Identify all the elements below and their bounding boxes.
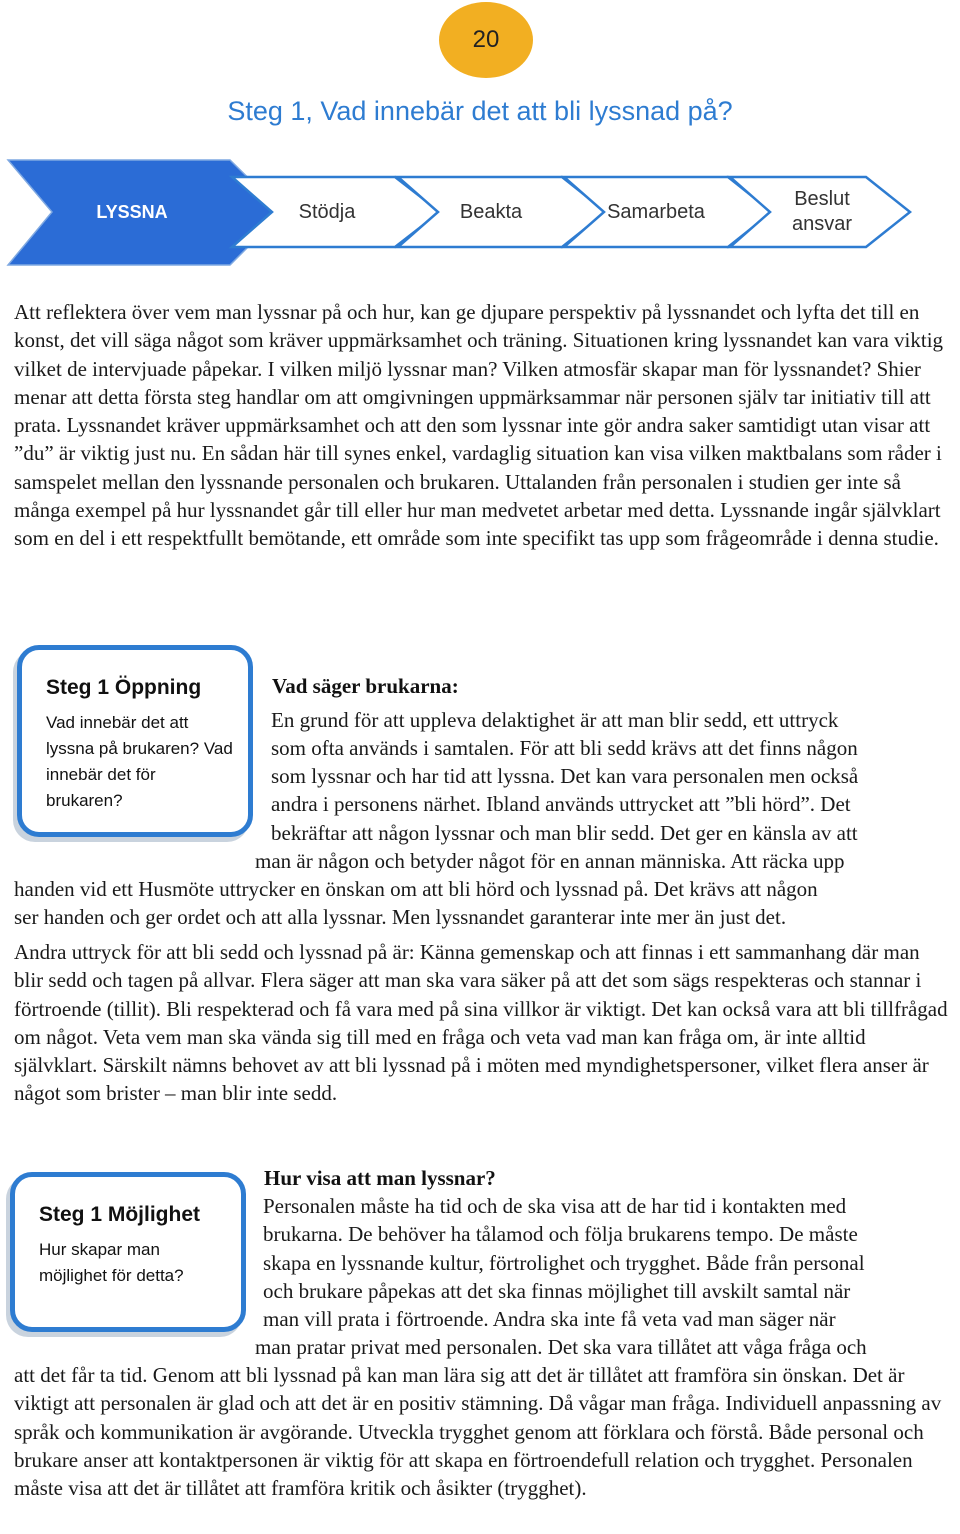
text-line: skapa en lyssnande kultur, förtrolighet och trygghet. Både från personal (263, 1251, 865, 1275)
text-line: bekräftar att någon lyssnar och man blir sedd. Det ger en känsla av att (271, 821, 858, 845)
paragraph-hur-visa-continued: att det får ta tid. Genom att bli lyssnad på kan man lära sig att det är tillåtet att framföra sin önskan. Det är viktigt att personalen är glad och att det är en positiv stämning. Då vågar man fråga. Individuell anpassning av språk och kommunikation är avgörande. Utveckla trygghet genom att förklara och förstå. Både personal och brukare anser att kontaktpersonen är viktig för att skapa en förtroendefull relation och trygghet. Personalen måste visa att det är tillåtet att framföra kritik och åsikter (trygghet). (14, 1363, 942, 1501)
callout-text: Hur skapar man möjlighet för detta? (39, 1240, 184, 1285)
step-label-lyssna: LYSSNA (96, 202, 168, 222)
page-number: 20 (472, 26, 500, 53)
text-line: handen vid ett Husmöte uttrycker en önskan om att bli hörd och lyssnad på. Det krävs att någon (14, 877, 818, 901)
callout-title: Steg 1 Öppning (46, 676, 202, 699)
callout-text: Vad innebär det att lyssna på brukaren? Vad innebär det för brukaren? (46, 713, 233, 810)
step-label-stodja: Stödja (298, 201, 356, 223)
text-line: man vill prata i förtroende. Andra ska inte få veta vad man säger när (263, 1307, 836, 1331)
text-line: Personalen måste ha tid och de ska visa att de har tid i kontakten med (263, 1194, 847, 1218)
text-line: och brukare påpekas att det ska finnas möjlighet till avskilt samtal när (263, 1279, 851, 1303)
text-line: man pratar privat med personalen. Det ska vara tillåtet att våga fråga och (255, 1335, 867, 1359)
callout-steg1-mojlighet (10, 1172, 246, 1332)
text-line: andra i personens närhet. Ibland används uttrycket att ”bli hörd”. Det (271, 792, 851, 816)
text-line: ser handen och ger ordet och att alla lyssnar. Men lyssnandet garanterar inte mer än just det. (14, 905, 787, 929)
text-line: brukarna. De behöver ha tålamod och följa brukarens tempo. De måste (263, 1222, 858, 1246)
step-label-samarbeta: Samarbeta (607, 201, 705, 223)
page-number-badge (439, 2, 533, 78)
text-line: En grund för att uppleva delaktighet är att man blir sedd, ett uttryck (271, 708, 839, 732)
step-label-beakta: Beakta (459, 201, 523, 223)
page-title: Steg 1, Vad innebär det att bli lyssnad på? (227, 96, 733, 126)
callout-steg1-oppning (17, 645, 253, 837)
callout-title: Steg 1 Möjlighet (39, 1203, 201, 1226)
step-label-beslut-ansvar: Beslut ansvar (791, 188, 853, 235)
intro-paragraph: Att reflektera över vem man lyssnar på och hur, kan ge djupare perspektiv på lyssnandet och lyfta det till en konst, det vill säga något som kräver uppmärksamhet och träning. Situationen kring lyssnandet kan vara viktig vilket de intervjuade påpekar. I vilken miljö lyssnar man? Vilken atmosfär skapar man för lyssnandet? Shier menar att detta första steg handlar om att omgivningen uppmärksammar när personen själv tar initiativ till att prata. Lyssnandet kräver uppmärksamhet och att den som lyssnar inte gör andra saker samtidigt utan visar att ”du” är viktig just nu. En sådan här till synes enkel, vardaglig situation kan visa vilken maktbalans som råder i samspelet mellan den lyssnande personalen och brukaren. Uttalanden från personalen i studien ger inte så många exempel på hur lyssnandet går till eller hur man medvetet arbetar med detta. Lyssnande ingår självklart som en del i ett respektfullt bemötande, ett område som inte specifikt tas upp som frågeområde i denna studie. (14, 300, 944, 551)
process-chevron-bar (0, 155, 960, 275)
text-line: som ofta används i samtalen. För att bli sedd krävs att det finns någon (271, 736, 858, 760)
section-heading: Hur visa att man lyssnar? (264, 1166, 496, 1190)
text-line: som lyssnar och har tid att lyssna. Det kan vara personalen men också (271, 764, 859, 788)
paragraph-andra-uttryck: Andra uttryck för att bli sedd och lyssnad på är: Känna gemenskap och att finnas i ett sammanhang där man blir sedd och tagen på allvar. Flera säger att man ska vara säker på att det som sägs respekteras och stannar i förtroende (tillit). Bli respekterad och få vara med på sina villkor är viktigt. Det kan också vara att bli tillfrågad om något. Veta vem man ska vända sig till med en fråga och veta vad man kan fråga om, är inte alltid självklart. Särskilt nämns behovet av att bli lyssnad på i möten med myndighetspersoner, vilket flera anser är något som brister – man blir inte sedd. (14, 940, 948, 1106)
text-line: man är någon och betyder något för en annan människa. Att räcka upp (255, 849, 845, 873)
section-heading: Vad säger brukarna: (272, 674, 459, 698)
